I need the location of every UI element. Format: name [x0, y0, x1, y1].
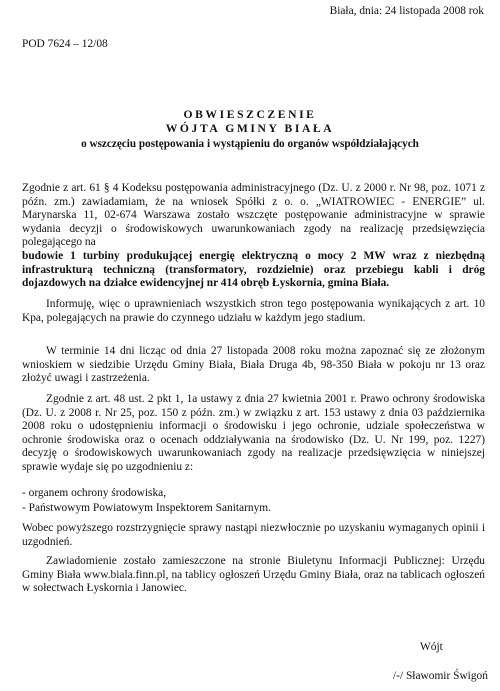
place-date: Biała, dnia: 24 listopada 2008 rok	[329, 5, 484, 17]
paragraph-legal-basis: Zgodnie z art. 61 § 4 Kodeksu postępowania administracyjnego (Dz. U. z 2000 r. Nr 98, poz. 1071 z późn. zm.) zawiadamiam, że na wniosek Spółki z o. o. „WIATROWIEC - ENERGIE” ul. Marynarska 11, 02-674 Warszawa zostało wszczęte postępowanie administracyjne w sprawie wydania decyzji o środowiskowych uwarunkowaniach zgody na realizację przedsięwzięcia polegającego na	[22, 182, 485, 249]
paragraph-deadline: W terminie 14 dni licząc od dnia 27 listopada 2008 roku można zapoznać się ze złożonym wnioskiem w siedzibie Urzędu Gminy Biała, Biała Druga 4b, 98-350 Biała w pokoju nr 13 oraz złożyć uwagi i zastrzeżenia.	[22, 345, 485, 385]
document-subtitle: o wszczęciu postępowania i wystąpieniu do organów współdziałających	[81, 138, 419, 150]
paragraph-resolution: Wobec powyższego rozstrzygnięcie sprawy nastąpi niezwłocznie po uzyskaniu wymaganych opinii i uzgodnień.	[22, 522, 485, 548]
list-item: - Państwowym Powiatowym Inspektorem Sanitarnym.	[22, 502, 271, 514]
paragraph-rights: Informuję, więc o uprawnieniach wszystkich stron tego postępowania wynikających z art. 10 Kpa, polegających na prawie do czynnego udziału w każdym jego stadium.	[22, 298, 485, 324]
list-item: - organem ochrony środowiska,	[22, 487, 167, 499]
signature-role: Wójt	[420, 641, 443, 653]
signature-name: /-/ Sławomir Świgoń	[393, 670, 488, 682]
document-title: OBWIESZCZENIE	[183, 108, 317, 121]
issuer-title: WÓJTA GMINY BIAŁA	[165, 122, 335, 135]
paragraph-project-description: budowie 1 turbiny produkującej energię elektryczną o mocy 2 MW wraz z niezbędną infrastrukturą techniczną (transformatory, rozdzielnie) oraz przebiegu kabli i dróg dojazdowych na działce ewidencyjnej nr 414 obręb Łyskornia, gmina Biała.	[22, 250, 485, 290]
paragraph-consultation: Zgodnie z art. 48 ust. 2 pkt 1, 1a ustawy z dnia 27 kwietnia 2001 r. Prawo ochrony środowiska (Dz. U. z 2008 r. Nr 25, poz. 150 z późn. zm.) w związku z art. 153 ustawy z dnia 03 października 2008 roku o udostępnieniu informacji o środowisku i jego ochronie, udziale społeczeństwa w ochronie środowiska oraz o ocenach oddziaływania na środowisko (Dz. U. Nr 199, poz. 1227) decyzję o środowiskowych uwarunkowaniach zgody na realizacje przedsięwzięcia w niniejszej sprawie wydaje się po uzgodnieniu z:	[22, 393, 485, 473]
paragraph-publication: Zawiadomienie zostało zamieszczone na stronie Biuletynu Informacji Publicznej: Urzędu Gminy Biała www.biala.finn.pl, na tablicy ogłoszeń Urzędu Gminy Biała, oraz na tablicach ogłoszeń w sołectwach Łyskornia i Janowiec.	[22, 555, 485, 595]
reference-number: POD 7624 – 12/08	[22, 38, 108, 50]
